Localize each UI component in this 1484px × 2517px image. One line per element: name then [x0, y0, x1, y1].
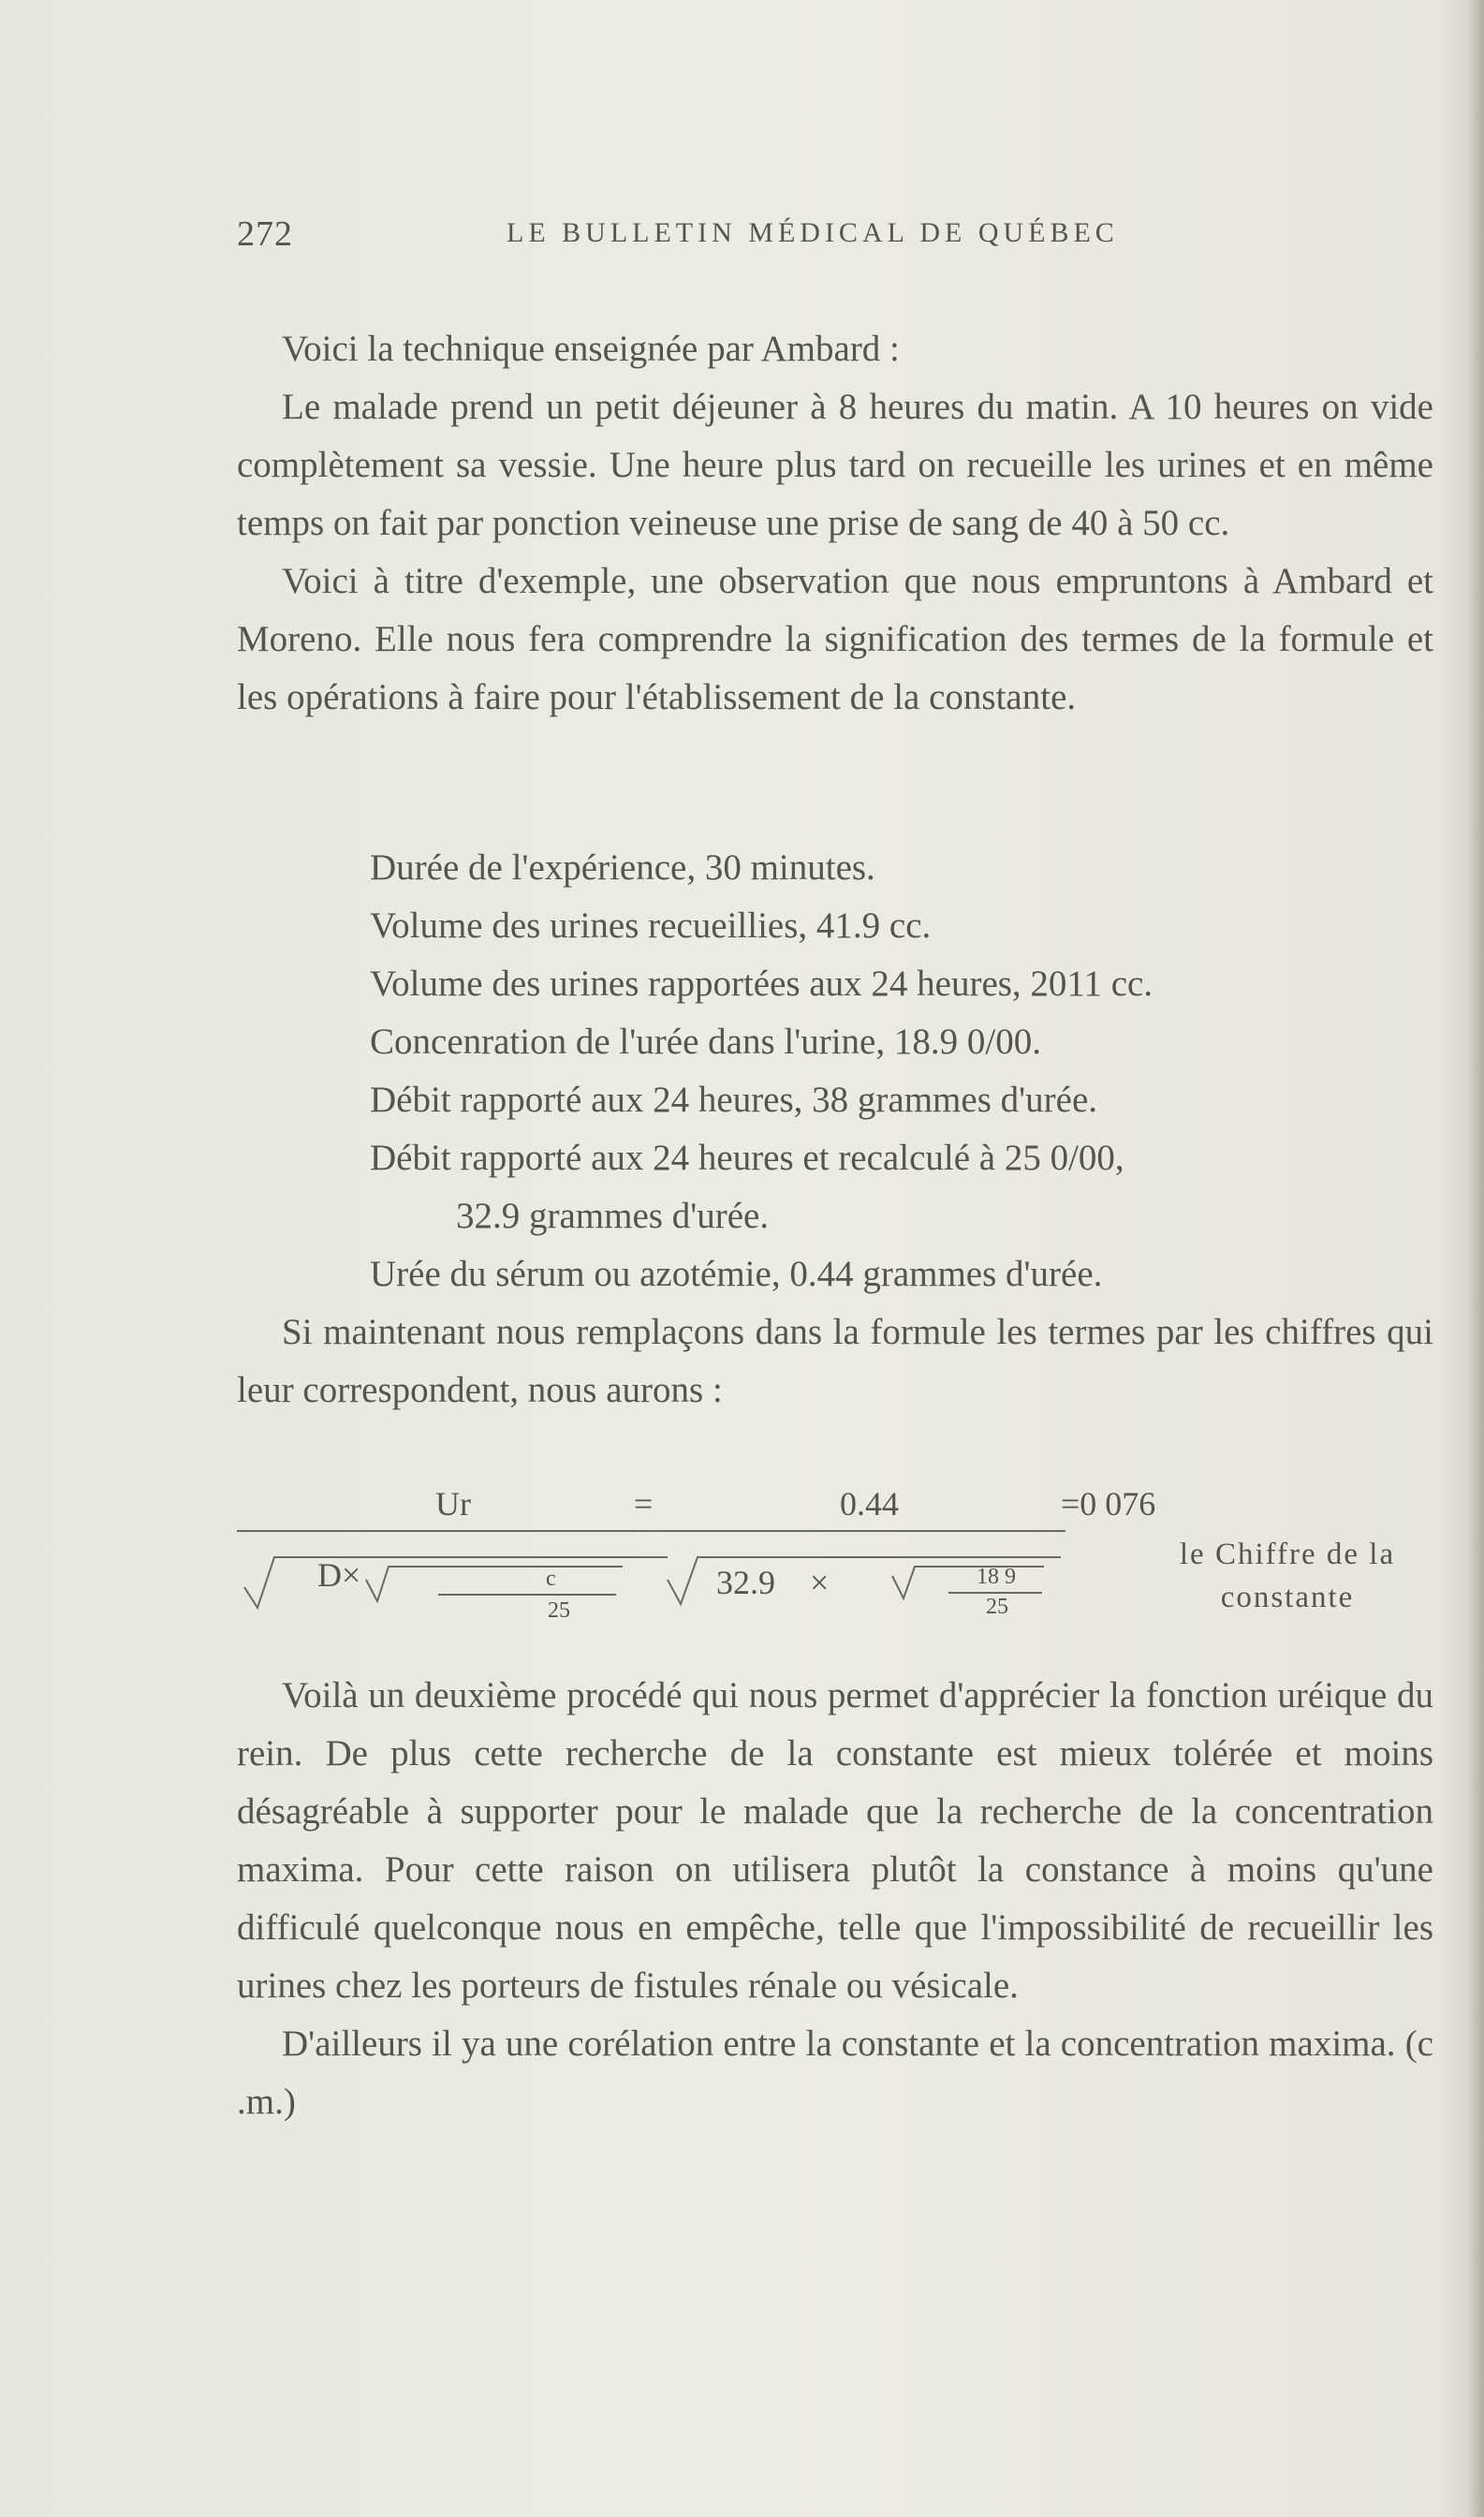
- transition-paragraph: Si maintenant nous remplaçons dans la formule les termes par les chiffres qui leur correspondent, nous aurons :: [237, 1312, 1433, 1410]
- intro-block: [237, 320, 1433, 727]
- observation-debit-recalc-value: 32.9 grammes d'urée.: [456, 1196, 770, 1236]
- formula-times-1: ×: [342, 1556, 361, 1594]
- observation-concentration: Concenration de l'urée dans l'urine, 18.9 0/00.: [370, 1022, 1041, 1062]
- constant-formula: [237, 1484, 1435, 1643]
- observation-volume: Volume des urines recueillies, 41.9 cc.: [370, 905, 932, 946]
- intro-paragraph-2: Le malade prend un petit déjeuner à 8 heures du matin. A 10 heures on vide complètement sa vessie. Une heure plus tard on recueille les urines et en même temps on fait par ponction veineuse une prise de sang de 40 à 50 cc.: [237, 387, 1433, 543]
- formula-caption-line-2: constante: [1220, 1581, 1355, 1614]
- formula-c: c: [546, 1567, 556, 1591]
- formula-25-a: 25: [548, 1598, 570, 1623]
- running-title: LE BULLETIN MÉDICAL DE QUÉBEC: [507, 217, 1119, 248]
- formula-numerator-ur: Ur: [435, 1485, 471, 1523]
- formula-equals-1: =: [634, 1485, 654, 1523]
- page-number: 272: [237, 214, 293, 254]
- radical-inner-left: [366, 1567, 623, 1601]
- observation-list: [370, 839, 1437, 1303]
- formula-189: 18 9: [977, 1565, 1016, 1589]
- intro-paragraph-1: Voici la technique enseignée par Ambard :: [282, 329, 900, 369]
- formula-caption-line-1: le Chiffre de la: [1179, 1538, 1396, 1571]
- observation-debit: Débit rapporté aux 24 heures, 38 grammes d'urée.: [370, 1080, 1098, 1120]
- conclusion-paragraph-1: Voilà un deuxième procédé qui nous permet d'apprécier la fonction uréique du rein. De plus cette recherche de la constante est mieux tolérée et moins désagréable à supporter pour le malade que la recherche de la concentration maxima. Pour cette raison on utilisera plutôt la constance à moins qu'une difficulé quelconque nous en empêche, telle que l'impossibilité de recueillir les urines chez les porteurs de fistules rénale ou vésicale.: [237, 1675, 1433, 2006]
- conclusion-block: [237, 1667, 1433, 2131]
- formula-25-b: 25: [986, 1595, 1008, 1619]
- conclusion-paragraph-2: D'ailleurs il ya une corélation entre la constante et la concentration maxima. (c .m.): [237, 2024, 1433, 2122]
- formula-d: D: [317, 1556, 342, 1594]
- formula-caption: [1147, 1533, 1428, 1619]
- formula-numerator-044: 0.44: [840, 1485, 899, 1523]
- formula-times-2: ×: [810, 1564, 830, 1601]
- transition-block: [237, 1303, 1433, 1420]
- intro-paragraph-3: Voici à titre d'exemple, une observation que nous empruntons à Ambard et Moreno. Elle nous fera comprendre la signification des termes de la formule et les opérations à faire pour l'établissement de la constante.: [237, 561, 1433, 717]
- formula-329: 32.9: [716, 1564, 775, 1601]
- observation-debit-recalc: Débit rapporté aux 24 heures et recalculé à 25 0/00,: [370, 1138, 1124, 1178]
- observation-duree: Durée de l'expérience, 30 minutes.: [370, 847, 875, 888]
- page-header: [237, 213, 1168, 254]
- observation-uree-serum: Urée du sérum ou azotémie, 0.44 grammes d'urée.: [370, 1254, 1103, 1294]
- observation-volume-24: Volume des urines rapportées aux 24 heures, 2011 cc.: [370, 964, 1153, 1004]
- radical-left: [244, 1557, 668, 1608]
- formula-result: =0 076: [1061, 1485, 1156, 1523]
- page-edge-shadow: [1467, 0, 1484, 2517]
